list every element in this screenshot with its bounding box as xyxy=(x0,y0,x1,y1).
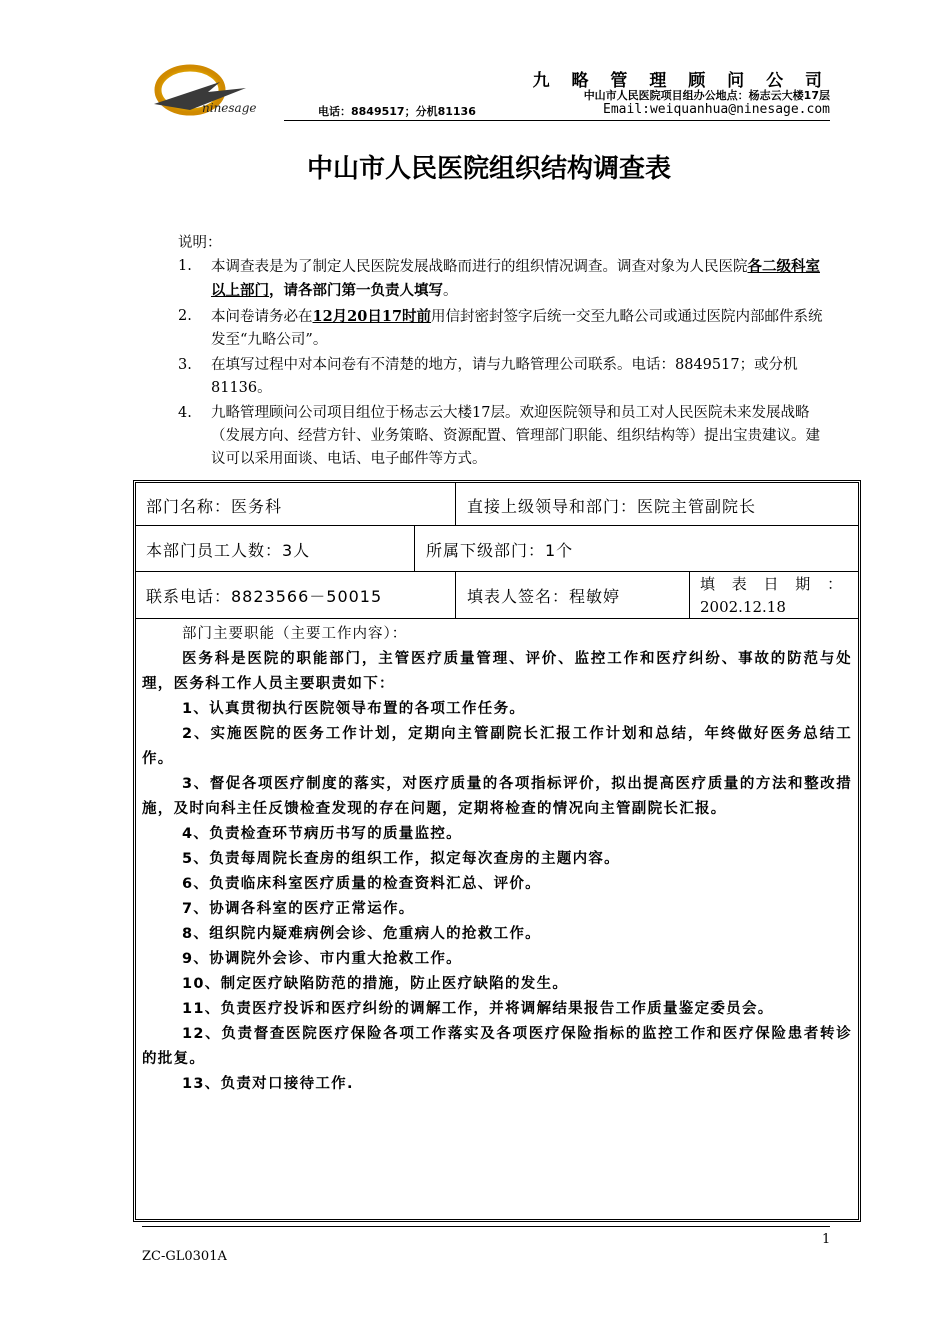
note-text: 本调查表是为了制定人民医院发展战略而进行的组织情况调查。调查对象为人民医院 xyxy=(211,259,748,275)
duty-item: 10、制定医疗缺陷防范的措施，防止医疗缺陷的发生。 xyxy=(182,976,569,992)
note-deadline: 12月20日17时前 xyxy=(312,308,432,325)
note-number: 4. xyxy=(178,405,192,421)
company-name: 九 略 管 理 顾 问 公 司 xyxy=(532,71,830,91)
header-email: Email:weiquanhua@ninesage.com xyxy=(603,102,830,117)
note-emphasis: 各二级科室以上部门 xyxy=(211,258,820,299)
instructions xyxy=(178,232,832,473)
row-divider xyxy=(136,525,858,526)
row-divider xyxy=(136,571,858,572)
duty-item: 4、负责检查环节病历书写的质量监控。 xyxy=(182,826,462,842)
note-item xyxy=(178,255,832,303)
company-logo xyxy=(150,60,262,128)
duty-item: 3、督促各项医疗制度的落实，对医疗质量的各项指标评价，拟出提高医疗质量的方法和整改措施，及时向科主任反馈检查发现的存在问题，定期将检查的情况向主管副院长汇报。 xyxy=(142,776,852,817)
note-item xyxy=(178,402,832,471)
note-text: 九略管理顾问公司项目组位于杨志云大楼17层。欢迎医院领导和员工对人民医院未来发展战略（发展方向、经营方针、业务策略、资源配置、管理部门职能、组织结构等）提出宝贵建议。建议可以采用面谈、电话、电子邮件等方式。 xyxy=(211,405,820,467)
col-divider xyxy=(689,571,690,618)
note-text: 本问卷请务必在 xyxy=(211,309,313,325)
office-address: 中山市人民医院项目组办公地点：杨志云大楼17层 xyxy=(583,89,830,102)
col-divider xyxy=(455,483,456,525)
duty-item: 5、负责每周院长查房的组织工作，拟定每次查房的主题内容。 xyxy=(182,851,620,867)
duty-item: 9、协调院外会诊、市内重大抢救工作。 xyxy=(182,951,462,967)
document-code: ZC-GL0301A xyxy=(142,1249,227,1264)
dept-name-field: 部门名称：医务科 xyxy=(146,497,283,516)
date-value: 2002.12.18 xyxy=(700,598,786,616)
note-text-end: 。 xyxy=(443,283,458,299)
note-number: 3. xyxy=(178,357,192,373)
duty-item: 1、认真贯彻执行医院领导布置的各项工作任务。 xyxy=(182,701,526,717)
row-divider xyxy=(136,618,858,619)
sub-depts-field: 所属下级部门：1个 xyxy=(426,541,574,560)
instructions-label: 说明： xyxy=(178,235,222,251)
note-item xyxy=(178,354,832,400)
page-number: 1 xyxy=(822,1232,831,1247)
note-number: 1. xyxy=(178,258,192,274)
duties-section xyxy=(142,622,852,1097)
header-divider xyxy=(284,120,830,121)
footer-divider xyxy=(142,1226,830,1227)
signer-field: 填表人签名：程敏婷 xyxy=(467,587,621,606)
note-text: 在填写过程中对本问卷有不清楚的地方，请与九略管理公司联系。电话：8849517；或分机81136。 xyxy=(211,357,798,396)
duty-item: 2、实施医院的医务工作计划，定期向主管副院长汇报工作计划和总结，年终做好医务总结工作。 xyxy=(142,726,852,767)
staff-count-field: 本部门员工人数：3人 xyxy=(146,541,311,560)
duty-item: 12、负责督查医院医疗保险各项工作落实及各项医疗保险指标的监控工作和医疗保险患者转诊的批复。 xyxy=(142,1026,852,1067)
page-title: 中山市人民医院组织结构调查表 xyxy=(306,154,671,184)
note-text-end: 用信封密封签字后统一交至九略公司或通过医院内部邮件系统发至“九略公司”。 xyxy=(211,309,823,348)
col-divider xyxy=(455,571,456,618)
duty-item: 6、负责临床科室医疗质量的检查资料汇总、评价。 xyxy=(182,876,541,892)
duty-item: 7、协调各科室的医疗正常运作。 xyxy=(182,901,415,917)
date-label: 填 表 日 期 ： xyxy=(700,575,849,593)
duty-item: 13、负责对口接待工作. xyxy=(182,1076,354,1092)
header-phone: 电话：8849517；分机81136 xyxy=(318,105,476,118)
note-emphasis-bold: ，请各部门第一负责人填写 xyxy=(269,282,443,299)
note-number: 2. xyxy=(178,308,192,324)
duty-item: 11、负责医疗投诉和医疗纠纷的调解工作，并将调解结果报告工作质量鉴定委员会。 xyxy=(182,1001,774,1017)
note-item xyxy=(178,305,832,352)
duty-item: 8、组织院内疑难病例会诊、危重病人的抢救工作。 xyxy=(182,926,541,942)
duty-item: 医务科是医院的职能部门，主管医疗质量管理、评价、监控工作和医疗纠纷、事故的防范与处理，医务科工作人员主要职责如下： xyxy=(142,651,852,692)
duties-heading: 部门主要职能（主要工作内容）： xyxy=(182,626,408,642)
logo-text: ninesage xyxy=(202,101,257,115)
phone-field: 联系电话：8823566－50015 xyxy=(146,587,383,606)
superior-field: 直接上级领导和部门：医院主管副院长 xyxy=(467,497,757,516)
col-divider xyxy=(414,525,415,571)
